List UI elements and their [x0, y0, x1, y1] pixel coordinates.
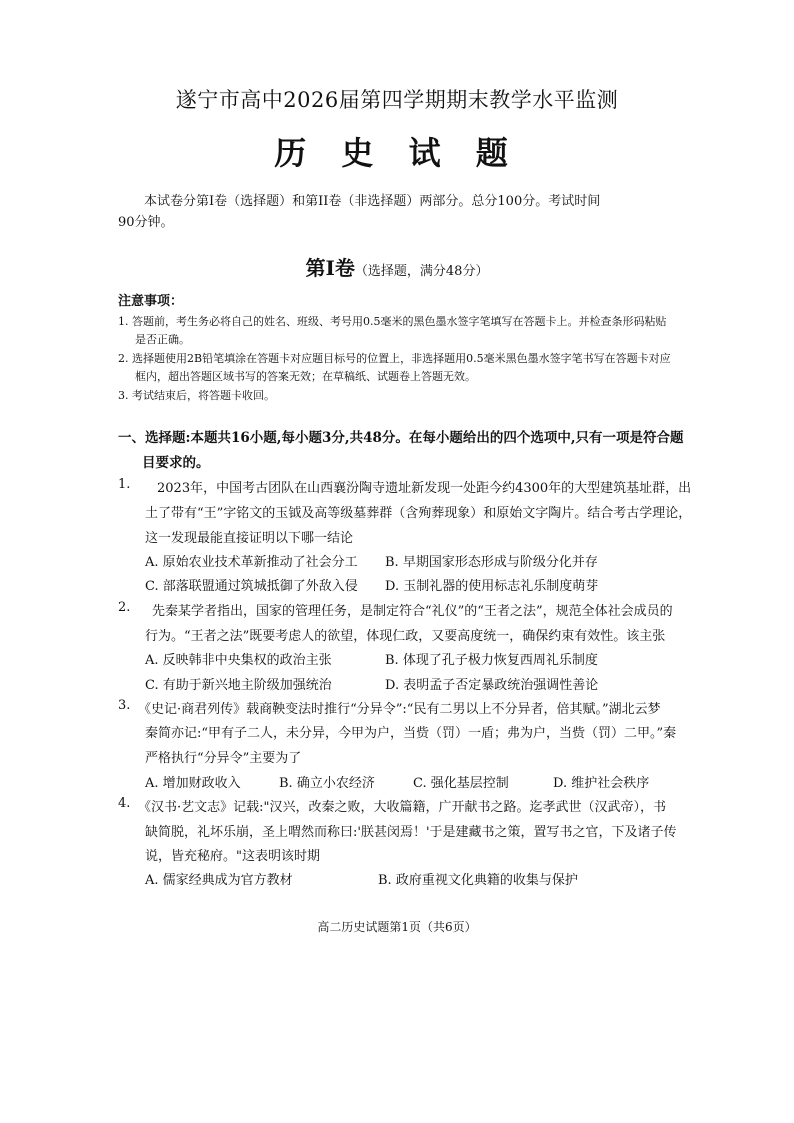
question-2-option-c[interactable]: C. 有助于新兴地主阶级加强统治 — [145, 678, 332, 693]
notice-item-2-line-2: 框内，超出答题区域书写的答案无效；在草稿纸、试题卷上答题无效。 — [135, 370, 476, 383]
question-2-line-1: 先秦某学者指出，国家的管理任务，是制定符合“礼仪”的“王者之法”，规范全体社会成员的 — [152, 604, 673, 619]
intro-line-2: 90分钟。 — [118, 215, 174, 230]
question-3-option-c[interactable]: C. 强化基层控制 — [413, 776, 509, 791]
notice-item-1-line-2: 是否正确。 — [135, 333, 190, 346]
section-heading-line-1: 一、选择题:本题共16小题,每小题3分,共48分。在每小题给出的四个选项中,只有一项是符合题 — [118, 430, 684, 446]
question-4-line-1: 《汉书·艺文志》记载:"汉兴，改秦之败，大收篇籍，广开献书之路。迄孝武世（汉武帝），书 — [138, 800, 666, 815]
question-3-line-1: 《史记·商君列传》载商鞅变法时推行“分异令”:“民有二男以上不分异者，倍其赋。”湖北云梦 — [138, 702, 661, 717]
notice-title: 注意事项： — [118, 294, 184, 309]
question-1-line-2: 土了带有“王”字铭文的玉钺及高等级墓葬群（含殉葬现象）和原始文字陶片。结合考古学理论， — [145, 506, 692, 521]
volume-heading — [0, 252, 794, 281]
exam-title: 遂宁市高中2026届第四学期期末教学水平监测 — [175, 88, 619, 112]
question-3-option-a[interactable]: A. 增加财政收入 — [145, 776, 241, 791]
question-3-line-3: 严格执行“分异令”主要为了 — [145, 751, 302, 766]
question-3-option-b[interactable]: B. 确立小农经济 — [279, 776, 375, 791]
question-1-option-c[interactable]: C. 部落联盟通过筑城抵御了外敌入侵 — [145, 579, 358, 594]
question-3-line-2: 秦简亦记:“甲有子二人，未分异，今甲为户，当赀（罚）一盾；弗为户，当赀（罚）二甲。”秦 — [145, 726, 677, 741]
question-3-option-d[interactable]: D. 维护社会秩序 — [553, 776, 650, 791]
question-3-number: 3. — [118, 698, 131, 713]
question-2-option-d[interactable]: D. 表明孟子否定暴政统治强调性善论 — [385, 678, 599, 693]
page-footer: 高二历史试题第1页（共6页） — [317, 920, 477, 934]
question-1-number: 1. — [118, 477, 131, 492]
question-2-line-2: 行为。“王者之法”既要考虑人的欲望，体现仁政，又要高度统一，确保约束有效性。该主张 — [145, 629, 666, 644]
intro-line-1: 本试卷分第Ⅰ卷（选择题）和第II卷（非选择题）两部分。总分100分。考试时间 — [144, 194, 601, 209]
question-4-number: 4. — [118, 796, 131, 811]
notice-item-3-line-1: 3. 考试结束后，将答题卡收回。 — [118, 389, 275, 402]
question-1-line-3: 这一发现最能直接证明以下哪一结论 — [145, 531, 354, 546]
section-heading-line-2: 目要求的。 — [142, 455, 210, 471]
question-1-option-a[interactable]: A. 原始农业技术革新推动了社会分工 — [145, 555, 358, 570]
question-2-option-a[interactable]: A. 反映韩非中央集权的政治主张 — [145, 653, 332, 668]
subject-title: 历 史 试 题 — [274, 134, 520, 172]
volume-note: （选择题，满分48分） — [354, 264, 489, 279]
question-4-option-b[interactable]: B. 政府重视文化典籍的收集与保护 — [378, 873, 578, 888]
question-4-line-2: 缺简脱，礼坏乐崩，圣上喟然而称曰:'朕甚闵焉！'于是建藏书之策，置写书之官，下及诸子传 — [145, 825, 677, 840]
question-1-line-1: 2023年，中国考古团队在山西襄汾陶寺遗址新发现一处距今约4300年的大型建筑基址群，出 — [157, 481, 692, 496]
notice-item-2-line-1: 2. 选择题使用2B铅笔填涂在答题卡对应题目标号的位置上，非选择题用0.5毫米黑色墨水签字笔书写在答题卡对应 — [118, 352, 671, 365]
question-1-option-b[interactable]: B. 早期国家形态形成与阶级分化并存 — [385, 555, 598, 570]
question-4-line-3: 说，皆充秘府。"这表明该时期 — [145, 849, 320, 864]
question-1-option-d[interactable]: D. 玉制礼器的使用标志礼乐制度萌芽 — [385, 579, 599, 594]
question-2-number: 2. — [118, 600, 131, 615]
notice-item-1-line-1: 1. 答题前，考生务必将自己的姓名、班级、考号用0.5毫米的黑色墨水签字笔填写在答题卡上。并检查条形码粘贴 — [118, 315, 667, 328]
volume-label: 第Ⅰ卷 — [305, 256, 355, 280]
question-2-option-b[interactable]: B. 体现了孔子极力恢复西周礼乐制度 — [385, 653, 598, 668]
question-4-option-a[interactable]: A. 儒家经典成为官方教材 — [145, 873, 293, 888]
